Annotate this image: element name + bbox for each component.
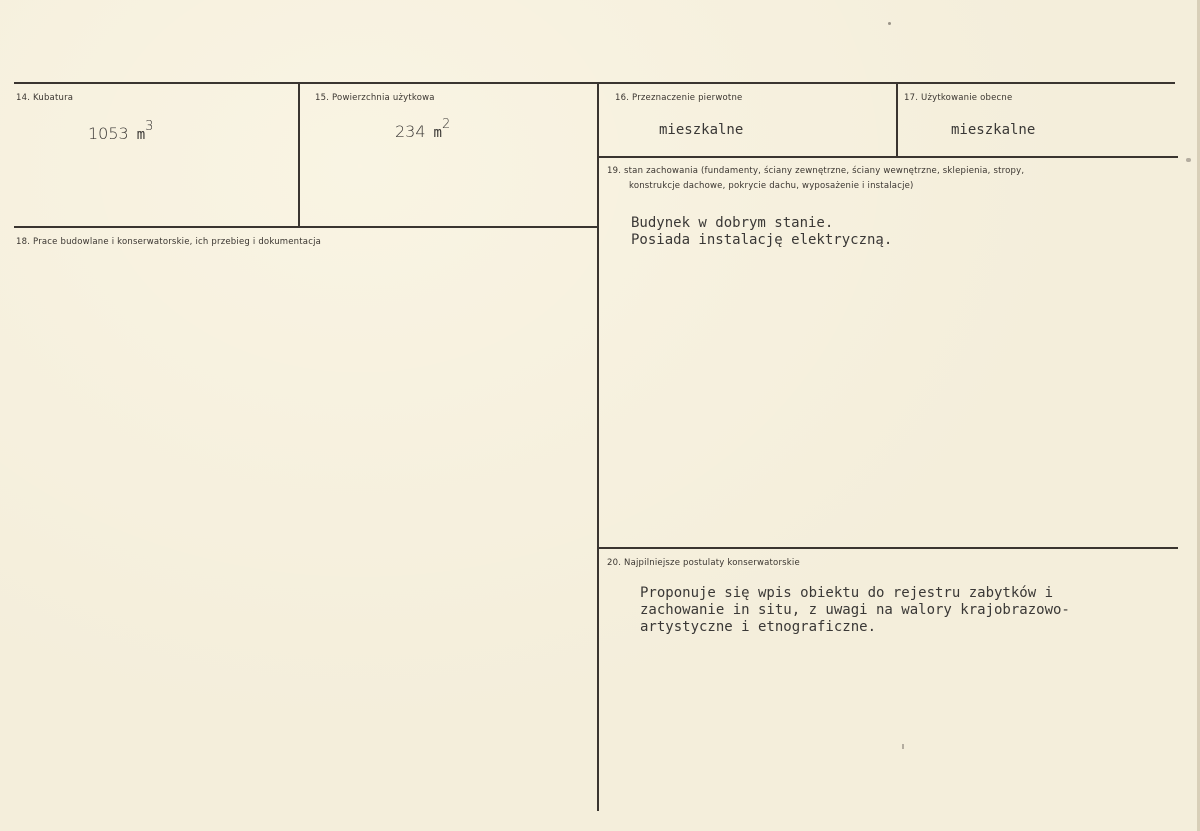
field-15-exponent: 2: [441, 117, 451, 132]
field-15-unit: m: [433, 125, 442, 141]
paper-speck: [888, 22, 891, 25]
rule-above-20: [598, 547, 1178, 549]
field-18-label: 18. Prace budowlane i konserwatorskie, ich przebieg i dokumentacja: [16, 237, 322, 247]
field-17-label: 17. Użytkowanie obecne: [904, 93, 1013, 103]
field-14-label: 14. Kubatura: [16, 93, 74, 103]
field-20-text-line2: zachowanie in situ, z uwagi na walory krajobrazowo-: [640, 602, 1070, 618]
field-19-label-line2: konstrukcje dachowe, pokrycie dachu, wyposażenie i instalacje): [629, 181, 914, 191]
field-19-text-line1: Budynek w dobrym stanie.: [631, 215, 834, 231]
paper-speck: [902, 744, 904, 749]
center-divider: [597, 83, 599, 811]
field-14-unit: m: [136, 127, 146, 143]
field-15-value: [395, 117, 451, 141]
field-15-label: 15. Powierzchnia użytkowa: [315, 93, 435, 103]
rule-under-16-17: [598, 156, 1178, 158]
paper-speck: [1186, 158, 1191, 162]
field-17-value: mieszkalne: [951, 122, 1036, 138]
field-20-label: 20. Najpilniejsze postulaty konserwatorskie: [607, 558, 800, 568]
field-19-text-line2: Posiada instalację elektryczną.: [631, 232, 893, 248]
field-16-label: 16. Przeznaczenie pierwotne: [615, 93, 743, 103]
field-19-label-line1: 19. stan zachowania (fundamenty, ściany zewnętrzne, ściany wewnętrzne, sklepienia, stropy,: [607, 166, 1025, 176]
divider-16-17: [896, 83, 898, 157]
divider-14-15: [298, 83, 300, 228]
field-14-number: 1053: [88, 124, 129, 143]
field-20-text-line1: Proponuje się wpis obiektu do rejestru zabytków i: [640, 585, 1054, 601]
field-14-exponent: 3: [145, 119, 154, 134]
top-rule: [14, 82, 1175, 84]
field-15-number: 234: [395, 122, 426, 141]
rule-under-14-15: [14, 226, 598, 228]
field-20-text-line3: artystyczne i etnograficzne.: [640, 619, 877, 635]
field-16-value: mieszkalne: [659, 122, 744, 138]
field-14-value: [88, 119, 154, 143]
